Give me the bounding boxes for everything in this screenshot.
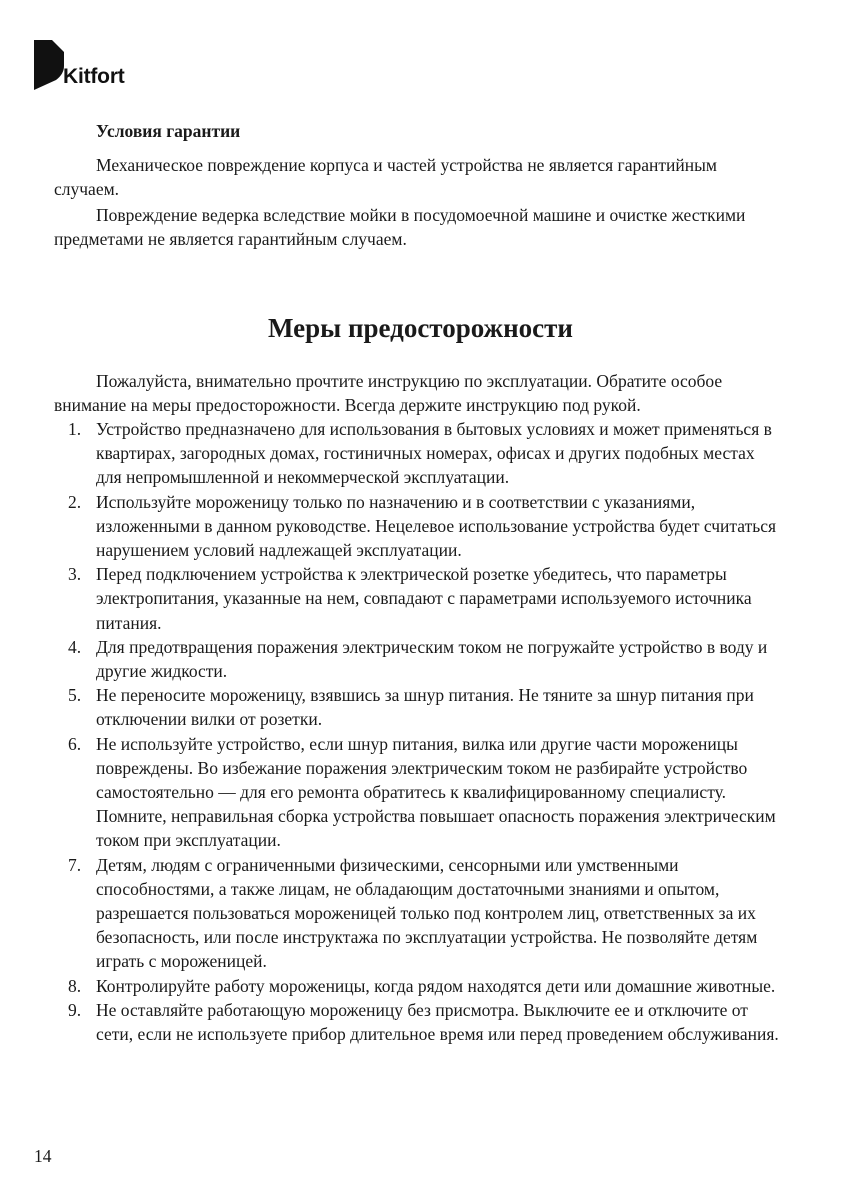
item-number: 9. — [68, 999, 82, 1020]
item-text: Детям, людям с ограниченными физическими, сенсорными или умственными способностями, а также лицам, не обладающим достаточными знаниями и опытом, разрешается пользоваться мороженицей только под контролем лиц, ответственных за их безопасность, или после инструктажа по эксплуатации устройства. Не позволяйте детям играть с мороженицей. — [96, 854, 758, 972]
list-item — [54, 998, 784, 1046]
list-item — [54, 732, 784, 853]
item-number: 7. — [68, 854, 82, 875]
item-text: Не переносите мороженицу, взявшись за шнур питания. Не тяните за шнур питания при отключении вилки от розетки. — [96, 685, 754, 730]
item-number: 4. — [68, 636, 82, 657]
item-number: 8. — [68, 975, 82, 996]
page-number: 14 — [34, 1146, 52, 1166]
safety-intro: Пожалуйста, внимательно прочтите инструкцию по эксплуатации. Обратите особое внимание на меры предосторожности. Всегда держите инструкцию под рукой. — [54, 371, 723, 415]
item-text: Перед подключением устройства к электрической розетке убедитесь, что параметры электропитания, указанные на нем, совпадают с параметрами используемого источника питания. — [96, 564, 752, 633]
kitfort-logo-mark-icon — [34, 40, 64, 90]
item-text: Не оставляйте работающую мороженицу без присмотра. Выключите ее и отключите от сети, если не используете прибор длительное время или перед проведением обслуживания. — [96, 999, 779, 1045]
item-text: Используйте мороженицу только по назначению и в соответствии с указаниями, изложенными в данном руководстве. Нецелевое использование устройства будет считаться нарушением условий надлежащей эксплуатации. — [96, 491, 777, 561]
warranty-paragraph: Повреждение ведерка вследствие мойки в посудомоечной машине и очистке жесткими предметами не является гарантийным случаем. — [54, 205, 746, 249]
kitfort-logo — [34, 40, 174, 92]
item-number: 6. — [68, 733, 82, 754]
list-item — [54, 853, 784, 974]
item-text: Для предотвращения поражения электрическим током не погружайте устройство в воду и другие жидкости. — [96, 636, 768, 682]
safety-title: Меры предосторожности — [268, 313, 573, 343]
item-number: 3. — [68, 564, 82, 585]
list-item — [54, 417, 784, 490]
safety-list — [54, 417, 784, 1046]
item-text: Контролируйте работу мороженицы, когда рядом находятся дети или домашние животные. — [96, 975, 776, 996]
item-text: Устройство предназначено для использования в бытовых условиях и может применяться в квартирах, загородных домах, гостиничных номерах, офисах и других подобных местах для непромышленной и некоммерческой эксплуатации. — [96, 419, 772, 488]
warranty-heading: Условия гарантии — [96, 121, 241, 141]
list-item — [54, 683, 784, 731]
list-item — [54, 974, 784, 998]
list-item — [54, 562, 784, 635]
list-item — [54, 635, 784, 683]
brand-name: Kitfort — [63, 65, 125, 88]
item-number: 5. — [68, 685, 82, 706]
item-number: 2. — [68, 491, 82, 512]
warranty-paragraph: Механическое повреждение корпуса и частей устройства не является гарантийным случаем. — [54, 155, 717, 199]
list-item — [54, 490, 784, 563]
item-text: Не используйте устройство, если шнур питания, вилка или другие части мороженицы повреждены. Во избежание поражения электрическим током не разбирайте устройство самостоятельно — для его ремонта обратитесь к квалифицированному специалисту. Помните, неправильная сборка устройства повышает опасность поражения электрическим током при эксплуатации. — [96, 733, 776, 851]
item-number: 1. — [68, 419, 82, 439]
